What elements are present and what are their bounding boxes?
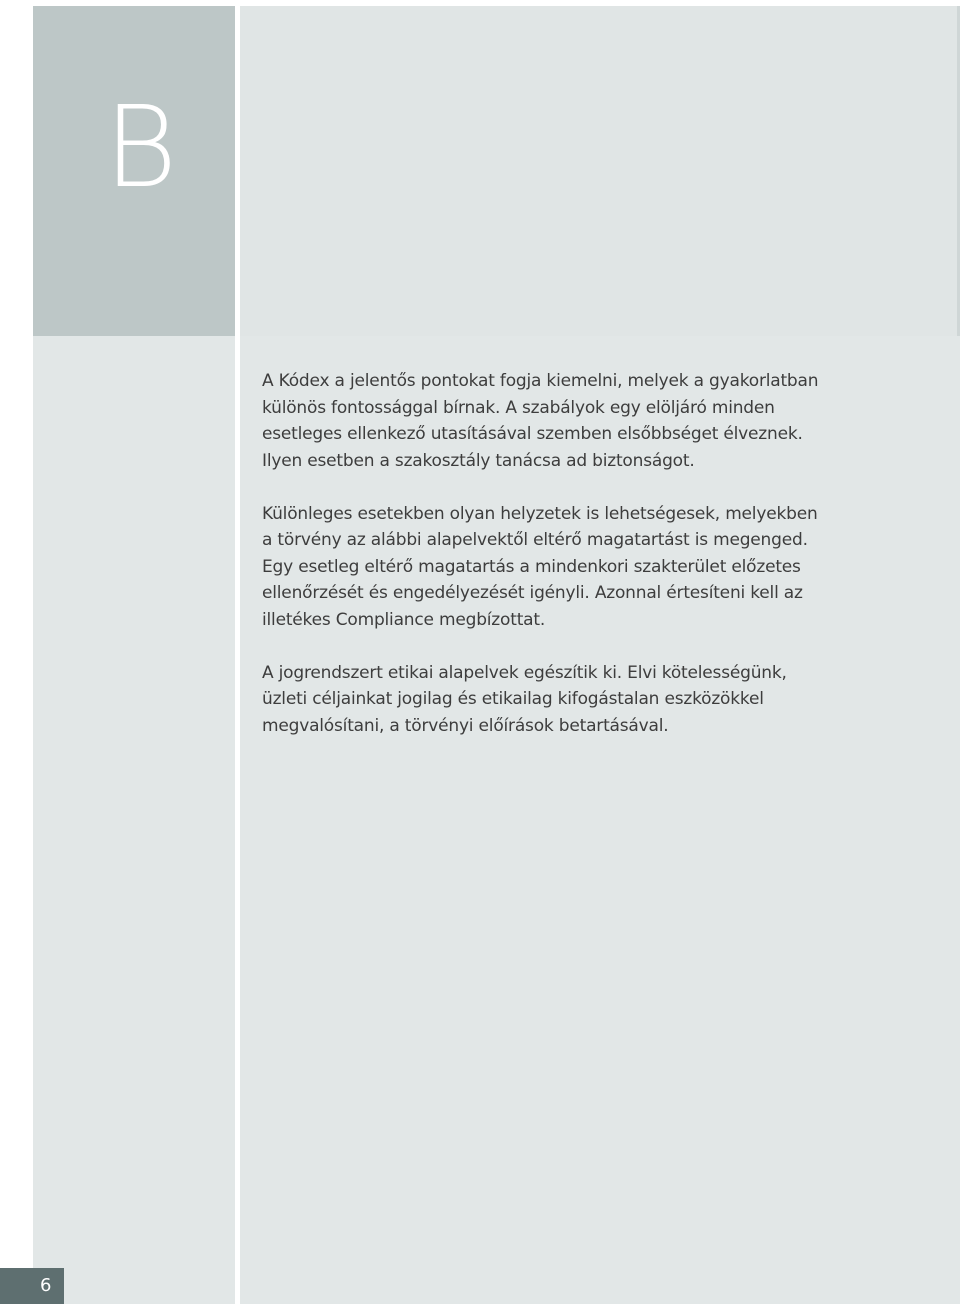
body-text — [262, 368, 822, 766]
text-line: esetleges ellenkező utasításával szemben elsőbbséget élveznek. — [262, 424, 803, 444]
text-line: A Kódex a jelentős pontokat fogja kiemelni, melyek a gyakorlatban — [262, 371, 819, 391]
paragraph-ethics — [262, 660, 822, 740]
text-line: ellenőrzését és engedélyezését igényli. Azonnal értesíteni kell az — [262, 583, 803, 603]
paragraph-intro — [262, 368, 822, 474]
text-line: üzleti céljainkat jogilag és etikailag kifogástalan eszközökkel — [262, 689, 764, 709]
text-line: illetékes Compliance megbízottat. — [262, 609, 546, 630]
text-line: Ilyen esetben a szakosztály tanácsa ad biztonságot. — [262, 450, 695, 471]
text-line: A jogrendszert etikai alapelvek egészítik ki. Elvi kötelességünk, — [262, 662, 787, 683]
text-line: a törvény az alábbi alapelvektől eltérő magatartást is megenged. — [262, 530, 808, 550]
section-letter: B — [104, 83, 178, 213]
text-line: megvalósítani, a törvényi előírások betartásával. — [262, 715, 669, 736]
text-line: Egy esetleg eltérő magatartás a mindenkori szakterület előzetes — [262, 556, 801, 577]
text-line: különös fontossággal bírnak. A szabályok egy elöljáró minden — [262, 397, 775, 418]
text-line: Különleges esetekben olyan helyzetek is lehetségesek, melyekben — [262, 503, 818, 524]
paragraph-exceptions — [262, 501, 822, 634]
page-number: 6 — [40, 1275, 52, 1296]
main-panel-header-area — [240, 6, 958, 336]
